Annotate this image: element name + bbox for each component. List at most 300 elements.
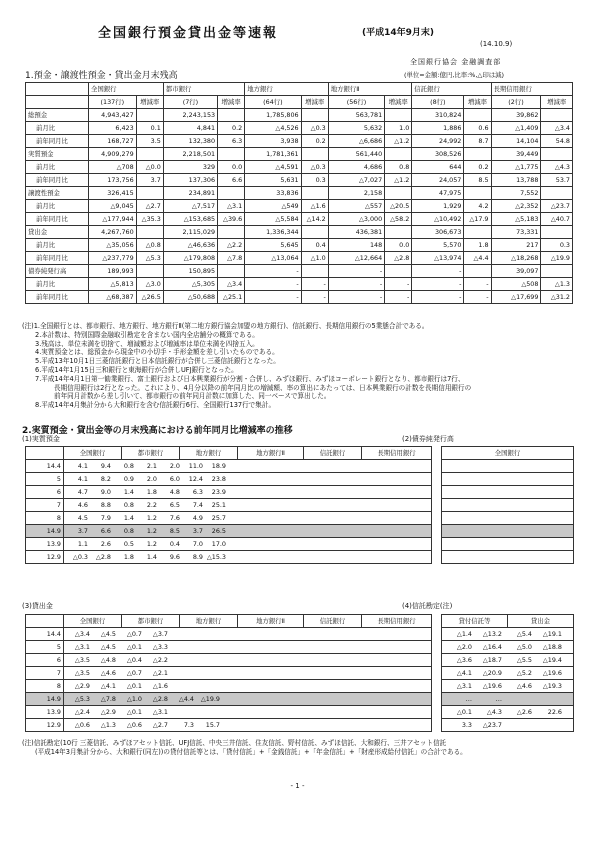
rate-value: △0.7	[126, 669, 142, 677]
rate-value: △0.3	[72, 553, 88, 561]
table-cell: △35.3	[136, 213, 163, 226]
row-label: 前年同月比	[26, 213, 89, 226]
table-row	[26, 122, 573, 135]
trust-value: △4.3	[486, 708, 502, 716]
rate-value: 7.9	[100, 514, 111, 522]
table-cell: 150,895	[163, 265, 217, 278]
report-org: 全国銀行協会 金融調査部	[410, 58, 502, 66]
table-cell: △1.2	[385, 174, 412, 187]
rate-values	[64, 719, 432, 732]
table-cell: 0.1	[136, 122, 163, 135]
table-cell: △2.7	[136, 200, 163, 213]
row-label: 14.4	[26, 460, 64, 473]
rate-value: 4.6	[77, 501, 88, 509]
trust-values	[442, 654, 574, 667]
rate-value: 0.8	[123, 462, 134, 470]
rate-value: 2.0	[146, 475, 157, 483]
trust-value: △19.1	[542, 630, 562, 638]
table-cell: △177,944	[88, 213, 136, 226]
rate-value: 1.2	[146, 514, 157, 522]
table-cell: △19.9	[541, 252, 573, 265]
table-cell: △7,517	[163, 200, 217, 213]
trust-values	[442, 667, 574, 680]
row-label: 7	[26, 667, 64, 680]
table-cell: △508	[491, 278, 541, 291]
trust-value: △19.6	[542, 669, 562, 677]
table-cell: -	[328, 291, 384, 304]
bank-type-header: 都市銀行	[163, 83, 244, 96]
gap-cell	[432, 473, 442, 486]
table-cell: △4.3	[541, 161, 573, 174]
trust-value: △2.6	[516, 708, 532, 716]
table-cell: 33,836	[245, 187, 301, 200]
table-cell	[136, 265, 163, 278]
table-cell: 0.8	[385, 161, 412, 174]
row-label: 14.4	[26, 628, 64, 641]
rate-value: △4.5	[100, 630, 116, 638]
row-label: 前月比	[26, 161, 89, 174]
bond-cell	[442, 525, 574, 538]
rate-value: 1.1	[77, 540, 88, 548]
table-row	[26, 200, 573, 213]
trust-value: △23.7	[482, 721, 502, 729]
rate-value: △0.7	[126, 630, 142, 638]
row-label: 12.9	[26, 719, 64, 732]
table-cell: 4.2	[464, 200, 491, 213]
rate-value: △4.6	[100, 669, 116, 677]
rate-value: 1.4	[123, 488, 134, 496]
table-cell: △13,064	[245, 252, 301, 265]
trust-values	[442, 693, 574, 706]
rate-value: 1.8	[146, 488, 157, 496]
table-row	[26, 641, 574, 654]
table-cell: △12,664	[328, 252, 384, 265]
rate-value: △2.1	[152, 669, 168, 677]
rate-values	[64, 512, 432, 525]
rate-value: △3.5	[74, 656, 90, 664]
rate-value: 6.0	[169, 475, 180, 483]
table-cell: 308,526	[412, 148, 464, 161]
rate-value: 2.6	[100, 540, 111, 548]
rate-header: 増減率	[385, 96, 412, 109]
trust-value: 3.3	[461, 721, 472, 729]
rate-value: △2.7	[152, 721, 168, 729]
table-cell: 2,243,153	[163, 109, 217, 122]
corner-cell	[26, 96, 89, 109]
rate-value: △0.6	[126, 721, 142, 729]
table-cell	[541, 148, 573, 161]
bank-type-header: 地方銀行	[245, 83, 329, 96]
table-cell: 53.7	[541, 174, 573, 187]
table-row	[26, 135, 573, 148]
trust-values	[442, 706, 574, 719]
row-label: 貸出金	[26, 226, 89, 239]
rate-value: 7.3	[183, 721, 194, 729]
table-cell: 561,440	[328, 148, 384, 161]
row-label: 前月比	[26, 239, 89, 252]
rate-value: △19.9	[200, 695, 220, 703]
table-cell	[464, 187, 491, 200]
rate-values	[64, 538, 432, 551]
trust-value: △19.3	[542, 682, 562, 690]
rate-header: 増減率	[464, 96, 491, 109]
row-label: 13.9	[26, 706, 64, 719]
table-row	[26, 213, 573, 226]
table-cell: △23.7	[541, 200, 573, 213]
gap-cell	[432, 641, 442, 654]
rate-value: △15.3	[206, 553, 226, 561]
trust-value: △5.5	[516, 656, 532, 664]
bank-type-header: 信託銀行	[412, 83, 491, 96]
trust-value: △1.4	[456, 630, 472, 638]
table-cell: 6.3	[218, 135, 245, 148]
bank-count-header: (137行)	[88, 96, 136, 109]
rate-values	[64, 473, 432, 486]
table-cell: 1,929	[412, 200, 464, 213]
table-cell: 306,673	[412, 226, 464, 239]
section1-notes	[22, 322, 471, 410]
trust-value: △5.4	[516, 630, 532, 638]
rate-value: △4.4	[178, 695, 194, 703]
rate-values	[64, 499, 432, 512]
table-row	[26, 512, 574, 525]
table-cell: -	[328, 278, 384, 291]
real-deposit-subheading: (1)実質預金	[22, 435, 60, 443]
note-line: 5.平成13年10月1日三菱信託銀行と日本信託銀行が合併し三菱信託銀行となった。	[35, 357, 280, 366]
rate-value: 6.3	[192, 488, 203, 496]
table-cell: -	[464, 291, 491, 304]
table-cell: △557	[328, 200, 384, 213]
row-label: 14.9	[26, 525, 64, 538]
report-period: (平成14年9月末)	[362, 28, 435, 38]
table-cell: △68,387	[88, 291, 136, 304]
note-line: (平成14年3月集計分から、大和銀行(同左))の貸付信託等とは、「貸付信託」+「金銭信託」+「年金信託」+「財産形成給付信託」の合計である。	[35, 747, 467, 756]
table-cell: △50,688	[163, 291, 217, 304]
trust-value: △18.8	[542, 643, 562, 651]
rate-value: 0.9	[123, 475, 134, 483]
rate-value: △3.5	[74, 669, 90, 677]
bond-cell	[442, 538, 574, 551]
table-cell: 234,891	[163, 187, 217, 200]
table-cell: 39,862	[491, 109, 541, 122]
table-cell	[385, 265, 412, 278]
table-cell	[464, 148, 491, 161]
rate-value: △1.0	[126, 695, 142, 703]
table-cell: △25.1	[218, 291, 245, 304]
note-line: (注)1.全国銀行とは、都市銀行、地方銀行、地方銀行Ⅱ(第二地方銀行協会加盟の地方銀行)、信託銀行、長期信用銀行の5業態合計である。	[22, 322, 429, 330]
table-cell	[218, 187, 245, 200]
table-row	[26, 719, 574, 732]
note-line: (注)信託勘定(10行 三菱信託、みずほアセット信託、UFJ信託、中央三井信託、住友信託、野村信託、みずほ信託、大和銀行、三井アセット信託	[22, 739, 447, 747]
rate-value: 2.2	[146, 501, 157, 509]
loan-trend-table	[25, 614, 574, 732]
table-cell: △1.0	[301, 252, 328, 265]
table-cell: 5,631	[245, 174, 301, 187]
header-row	[26, 96, 573, 109]
table-cell: 0.2	[464, 161, 491, 174]
report-title: 全国銀行預金貸出金等速報	[98, 26, 279, 41]
table-cell: △549	[245, 200, 301, 213]
rate-value: △3.7	[152, 630, 168, 638]
table-cell	[218, 265, 245, 278]
table-cell: -	[385, 291, 412, 304]
row-label: 8	[26, 512, 64, 525]
bank-type-header: 長期信用銀行	[362, 615, 432, 628]
table-cell: -	[245, 265, 301, 278]
note-line: 6.平成14年1月15日三和銀行と東海銀行が合併しUFJ銀行となった。	[35, 365, 238, 374]
corner-cell	[26, 615, 64, 628]
bond-cell	[442, 473, 574, 486]
rate-value: △7.8	[100, 695, 116, 703]
rate-value: △5.3	[74, 695, 90, 703]
table-cell: △35,056	[88, 239, 136, 252]
rate-value: 9.4	[100, 462, 111, 470]
bond-cell	[442, 512, 574, 525]
note-line: 8.平成14年4月集計分から大和銀行を含む信託銀行6行、全国銀行137行で集計。	[35, 401, 276, 410]
rate-values	[64, 693, 432, 706]
table-row	[26, 628, 574, 641]
rate-value: △0.4	[126, 656, 142, 664]
row-label: 前年同月比	[26, 174, 89, 187]
table-cell: 644	[412, 161, 464, 174]
rate-value: 2.0	[169, 462, 180, 470]
table-cell	[301, 187, 328, 200]
rate-value: 15.7	[205, 721, 220, 729]
gap-cell	[432, 551, 442, 564]
rate-value: △2.9	[100, 708, 116, 716]
row-label: 8	[26, 680, 64, 693]
table-cell	[301, 148, 328, 161]
trust-value: 22.6	[547, 708, 562, 716]
rate-value: △1.3	[100, 721, 116, 729]
section1-heading: 1.預金・譲渡性預金・貸出金月末残高	[25, 71, 178, 81]
table-cell: △14.2	[301, 213, 328, 226]
rate-value: 23.8	[211, 475, 226, 483]
table-cell: △46,636	[163, 239, 217, 252]
gap-cell	[432, 538, 442, 551]
rate-values	[64, 525, 432, 538]
rate-value: △4.1	[100, 682, 116, 690]
row-label: 総預金	[26, 109, 89, 122]
table-cell	[464, 109, 491, 122]
table-cell: △6,686	[328, 135, 384, 148]
note-line: 4.実質預金とは、総預金から現金中の小切手・手形金額を差し引いたものである。	[35, 348, 279, 357]
gap-cell	[432, 499, 442, 512]
table-cell: △39.6	[218, 213, 245, 226]
table-cell: 2,158	[328, 187, 384, 200]
row-label: 6	[26, 486, 64, 499]
table-cell: △18,268	[491, 252, 541, 265]
bond-cell	[442, 499, 574, 512]
rate-value: 8.2	[100, 475, 111, 483]
table-row	[26, 278, 573, 291]
table-cell: △40.7	[541, 213, 573, 226]
gap-cell	[432, 719, 442, 732]
table-cell	[218, 148, 245, 161]
table-cell: △0.3	[301, 161, 328, 174]
rate-values	[64, 680, 432, 693]
table-cell: △17.9	[464, 213, 491, 226]
table-cell: △237,779	[88, 252, 136, 265]
table-cell: 0.0	[385, 239, 412, 252]
table-cell: 168,727	[88, 135, 136, 148]
table-cell	[301, 265, 328, 278]
rate-value: 0.8	[123, 527, 134, 535]
header-row	[26, 447, 574, 460]
table-row	[26, 460, 574, 473]
gap-cell	[432, 525, 442, 538]
table-cell: △1.2	[385, 135, 412, 148]
table-cell: △3.4	[218, 278, 245, 291]
rate-values	[64, 551, 432, 564]
rate-value: △3.1	[74, 643, 90, 651]
trust-value: △13.2	[482, 630, 502, 638]
table-cell: 73,331	[491, 226, 541, 239]
table-cell: 14,104	[491, 135, 541, 148]
rate-value: 25.7	[211, 514, 226, 522]
corner-cell	[26, 447, 64, 460]
table-cell: △20.5	[385, 200, 412, 213]
table-cell: 4,943,427	[88, 109, 136, 122]
rate-value: 23.9	[211, 488, 226, 496]
bank-count-header: (2行)	[491, 96, 541, 109]
rate-values	[64, 628, 432, 641]
table-cell: 7,552	[491, 187, 541, 200]
trust-value: △4.6	[516, 682, 532, 690]
rate-values	[64, 486, 432, 499]
trust-value: …	[465, 695, 472, 703]
table-cell	[385, 148, 412, 161]
table-cell: 173,756	[88, 174, 136, 187]
table-cell: 3.5	[136, 135, 163, 148]
table-cell: △7.8	[218, 252, 245, 265]
rate-value: △3.4	[74, 630, 90, 638]
table-cell: △10,492	[412, 213, 464, 226]
table-cell: △153,685	[163, 213, 217, 226]
table-cell: -	[412, 291, 464, 304]
trust-value: △3.6	[456, 656, 472, 664]
table-cell	[464, 226, 491, 239]
trust-value: △4.1	[456, 669, 472, 677]
rate-value: 7.0	[192, 540, 203, 548]
bank-count-header: (7行)	[163, 96, 217, 109]
table-row	[26, 239, 573, 252]
rate-value: 26.5	[211, 527, 226, 535]
table-cell: △3.1	[218, 200, 245, 213]
table-cell: 6,423	[88, 122, 136, 135]
table-row	[26, 499, 574, 512]
row-label: 前年同月比	[26, 291, 89, 304]
trust-subheading: (4)信託勘定(注)	[402, 602, 453, 610]
table-cell: 0.6	[464, 122, 491, 135]
gap-cell	[432, 615, 442, 628]
trust-value: △2.0	[456, 643, 472, 651]
table-cell: △26.5	[136, 291, 163, 304]
note-line: 2.本計数は、特別国際金融取引勘定を含まない国内全店舗分の概算である。	[35, 330, 259, 339]
table-cell	[136, 148, 163, 161]
rate-value: 3.7	[192, 527, 203, 535]
table-cell: 6.6	[218, 174, 245, 187]
gap-cell	[432, 460, 442, 473]
row-label: 前月比	[26, 200, 89, 213]
table-cell: △2.8	[385, 252, 412, 265]
table-cell: 189,993	[88, 265, 136, 278]
row-label: 6	[26, 654, 64, 667]
row-label: 前月比	[26, 278, 89, 291]
rate-value: △2.8	[95, 553, 111, 561]
rate-value: 12.4	[188, 475, 203, 483]
table-cell: 1,781,361	[245, 148, 301, 161]
rate-value: 18.9	[211, 462, 226, 470]
bank-type-header: 全国銀行	[88, 83, 163, 96]
table-cell	[136, 109, 163, 122]
trust-header: 貸出金	[508, 615, 574, 628]
table-cell	[136, 187, 163, 200]
table-cell: 5,645	[245, 239, 301, 252]
table-row	[26, 693, 574, 706]
rate-value: △2.9	[74, 682, 90, 690]
table-row	[26, 174, 573, 187]
trust-value: △5.0	[516, 643, 532, 651]
table-cell: △5,305	[163, 278, 217, 291]
note-line: 長期信用銀行は2行となった。これにより、4月分以降の前年同月比の増減額、率の算出にあたっては、日本興業銀行の計数を長期信用銀行の	[54, 383, 472, 392]
table-cell: △5.3	[136, 252, 163, 265]
gap-cell	[432, 667, 442, 680]
bank-type-header: 信託銀行	[304, 615, 362, 628]
table-cell: 4,841	[163, 122, 217, 135]
trust-value: △19.4	[542, 656, 562, 664]
rate-value: 9.6	[169, 553, 180, 561]
rate-header: 増減率	[136, 96, 163, 109]
report-date: (14.10.9)	[480, 40, 513, 48]
table-cell: -	[464, 278, 491, 291]
trust-values	[442, 641, 574, 654]
rate-value: 4.7	[77, 488, 88, 496]
gap-cell	[432, 693, 442, 706]
rate-value: 4.5	[77, 514, 88, 522]
trust-header: 貸付信託等	[442, 615, 508, 628]
trust-value: △18.7	[482, 656, 502, 664]
table-cell: -	[301, 278, 328, 291]
rate-value: 0.4	[169, 540, 180, 548]
table-cell: △0.3	[301, 122, 328, 135]
table-cell: 8.7	[464, 135, 491, 148]
trust-value: △5.2	[516, 669, 532, 677]
table-cell: 4,267,760	[88, 226, 136, 239]
rate-value: 6.6	[100, 527, 111, 535]
table-row	[26, 161, 573, 174]
trust-value: △0.1	[456, 708, 472, 716]
rate-header: 増減率	[541, 96, 573, 109]
row-label: 12.9	[26, 551, 64, 564]
table-cell: △0.8	[136, 239, 163, 252]
table-cell: 310,824	[412, 109, 464, 122]
bank-type-header: 地方銀行Ⅱ	[238, 447, 304, 460]
table-cell: 0.3	[541, 239, 573, 252]
gap-cell	[432, 680, 442, 693]
rate-value: △3.1	[152, 708, 168, 716]
table-cell: 39,449	[491, 148, 541, 161]
row-label: 7	[26, 499, 64, 512]
table-cell: -	[245, 291, 301, 304]
rate-values	[64, 654, 432, 667]
trust-value: …	[495, 695, 502, 703]
table-cell	[541, 109, 573, 122]
rate-value: △4.5	[100, 643, 116, 651]
rate-value: 0.8	[123, 501, 134, 509]
rate-value: △0.1	[126, 643, 142, 651]
table-cell: -	[301, 291, 328, 304]
